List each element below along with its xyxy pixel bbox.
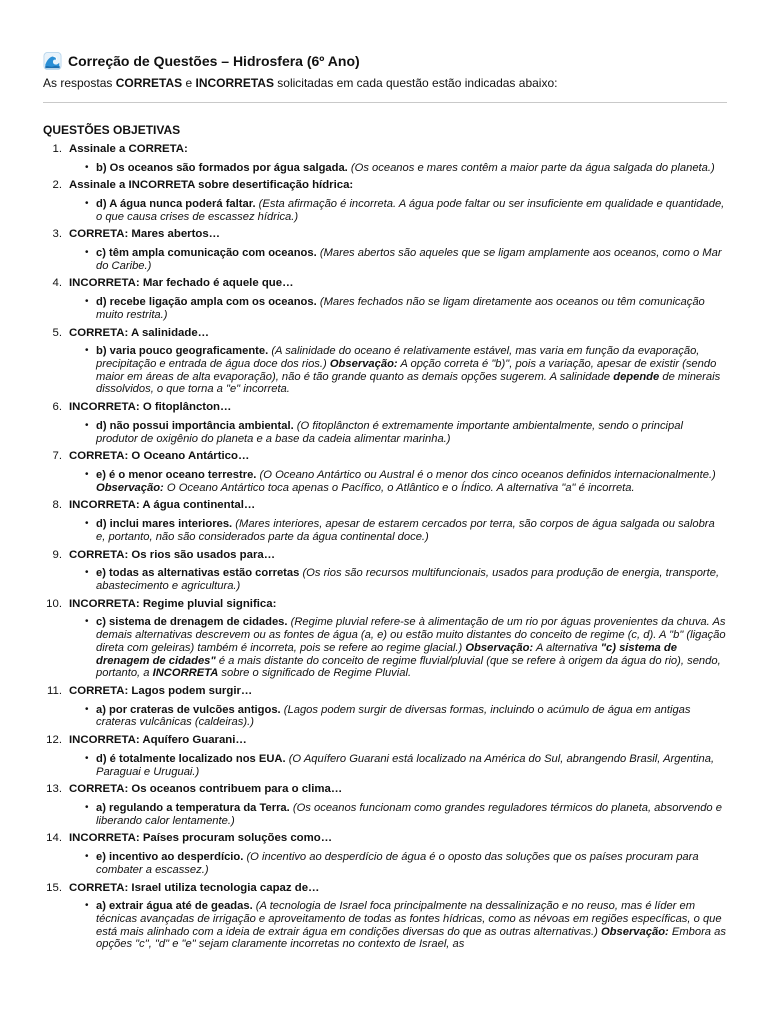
question-item	[43, 327, 727, 397]
bullet-icon: •	[85, 801, 89, 813]
question-header	[43, 179, 727, 193]
page-title: Correção de Questões – Hidrosfera (6º Ano)	[68, 53, 360, 69]
answer-text	[96, 900, 727, 951]
question-title: Assinale a INCORRETA sobre desertificação hídrica:	[69, 179, 354, 192]
question-number: 15.	[46, 881, 62, 894]
question-title: INCORRETA: Regime pluvial significa:	[69, 597, 277, 610]
answer-item	[76, 518, 727, 544]
explanation-part: (Os oceanos funcionam como grandes reguladores térmicos do planeta, absorvendo e liberando calor lentamente.)	[96, 801, 722, 827]
explanation-emphasis: Observação:	[96, 481, 164, 494]
answer-text	[96, 198, 727, 224]
answer-text	[96, 162, 727, 175]
question-title: INCORRETA: O fitoplâncton…	[69, 401, 232, 414]
question-item	[43, 783, 727, 827]
bullet-icon: •	[85, 703, 89, 715]
answer-item	[76, 851, 727, 877]
question-number: 2.	[52, 179, 62, 192]
question-number: 7.	[52, 450, 62, 463]
bullet-icon: •	[85, 517, 89, 529]
explanation-part: (Regime pluvial refere-se à alimentação de um rio por águas provenientes da chuva. As demais alternativas descrevem ou as fontes de água (a, e) ou estão muito distantes do conceito de regime (c, d). A "b" (ligação direta com geleiras) também é incorreta, pois se refere ao regime glacial.)	[96, 616, 726, 654]
answer-choice: d) A água nunca poderá faltar.	[96, 197, 256, 210]
question-header	[43, 783, 727, 797]
question-number: 4.	[52, 277, 62, 290]
question-item	[43, 685, 727, 729]
title-row	[43, 52, 727, 70]
intro-part: solicitadas em cada questão estão indicadas abaixo:	[273, 76, 558, 90]
explanation-emphasis: INCORRETA	[152, 667, 219, 680]
intro-text	[43, 76, 727, 90]
answer-choice: e) incentivo ao desperdício.	[96, 850, 244, 863]
question-item	[43, 228, 727, 272]
question-header	[43, 327, 727, 341]
explanation-part: (A salinidade do oceano é relativamente estável, mas varia em função da evaporação, precipitação e entrada de água doce dos rios.)	[96, 345, 700, 370]
question-item	[43, 598, 727, 680]
question-number: 12.	[46, 734, 62, 747]
question-title: Assinale a CORRETA:	[69, 143, 188, 155]
question-number: 14.	[46, 832, 62, 845]
explanation-part: (Os rios são recursos multifuncionais, usados para produção de energia, transporte, abastecimento e agricultura.)	[96, 567, 720, 592]
answer-item	[76, 753, 727, 779]
answer-text	[96, 420, 727, 446]
question-number: 5.	[52, 326, 62, 339]
answer-choice: d) inclui mares interiores.	[96, 517, 233, 530]
question-title: CORRETA: Os rios são usados para…	[69, 548, 276, 561]
answer-item	[76, 247, 727, 273]
answer-choice: e) todas as alternativas estão corretas	[96, 567, 300, 580]
explanation-part: (Mares abertos são aqueles que se ligam amplamente aos oceanos, como o Mar do Caribe.)	[96, 246, 722, 272]
question-header	[43, 450, 727, 464]
explanation-part: A opção correta é "b)", pois a variação, apesar de existir (sendo maior em áreas de alta evaporação), não é tão grande quanto as demais opções sugerem. A salinidade	[96, 357, 717, 383]
explanation-part: (Lagos podem surgir de diversas formas, incluindo o acúmulo de água em antigas crateras vulcânicas (caldeiras).)	[96, 703, 691, 729]
answer-item	[76, 345, 727, 396]
question-item	[43, 832, 727, 876]
explanation-part: (Mares interiores, apesar de estarem cercados por terra, são corpos de água salgada ou salobra e, portanto, não são considerados parte da água continental doce.)	[96, 517, 715, 543]
explanation-part: (Esta afirmação é incorreta. A água pode faltar ou ser insuficiente em qualidade e quantidade, o que causa crises de escassez hídrica.)	[96, 197, 725, 223]
answer-text	[96, 753, 727, 779]
answer-item	[76, 802, 727, 828]
question-number: 8.	[52, 499, 62, 512]
question-item	[43, 549, 727, 593]
answer-text	[96, 567, 727, 593]
explanation-part: A alternativa	[533, 641, 601, 654]
bullet-icon: •	[85, 752, 89, 764]
answer-text	[96, 802, 727, 828]
answer-item	[76, 469, 727, 495]
bullet-icon: •	[85, 468, 89, 480]
explanation-part: (O fitoplâncton é extremamente importante ambientalmente, sendo o principal produtor de oxigênio do planeta e a base da cadeia alimentar marinha.)	[96, 419, 683, 445]
bullet-icon: •	[85, 246, 89, 258]
answer-text	[96, 469, 727, 495]
answer-text	[96, 704, 727, 730]
question-item	[43, 499, 727, 543]
bullet-icon: •	[85, 900, 89, 911]
explanation-part: é a mais distante do conceito de regime fluvial/pluvial (que se refere à origem da água do rio), sendo, portanto, a	[96, 654, 721, 680]
answer-item	[76, 704, 727, 730]
intro-part: As respostas	[43, 76, 116, 90]
answer-choice: d) é totalmente localizado nos EUA.	[96, 752, 286, 765]
explanation-emphasis: Observação:	[329, 357, 398, 370]
explanation-part: (O Aquífero Guarani está localizado na América do Sul, abrangendo Brasil, Argentina, Paraguai e Uruguai.)	[96, 752, 715, 778]
answer-item	[76, 567, 727, 593]
answer-choice: c) sistema de drenagem de cidades.	[96, 616, 288, 629]
bullet-icon: •	[85, 197, 89, 209]
question-header	[43, 685, 727, 699]
answer-item	[76, 198, 727, 224]
question-item	[43, 179, 727, 223]
bullet-icon: •	[85, 345, 89, 357]
question-list	[43, 143, 727, 951]
bullet-icon: •	[85, 295, 89, 307]
explanation-part: sobre o significado de Regime Pluvial.	[218, 667, 412, 680]
answer-item	[76, 420, 727, 446]
explanation-part: de minerais dissolvidos, o que torna a "e" incorreta.	[96, 370, 721, 396]
question-title: CORRETA: Mares abertos…	[69, 228, 221, 241]
explanation-emphasis: Observação:	[465, 641, 534, 654]
question-number: 1.	[52, 143, 62, 155]
bullet-icon: •	[85, 419, 89, 431]
question-title: CORRETA: Os oceanos contribuem para o clima…	[69, 783, 343, 796]
question-title: INCORRETA: A água continental…	[69, 499, 256, 512]
intro-part: e	[182, 76, 196, 90]
explanation-part: Embora as opções "c", "d" e "e" sejam claramente incorretas no contexto de Israel, as	[96, 925, 726, 951]
question-title: INCORRETA: Mar fechado é aquele que…	[69, 277, 294, 290]
answer-text	[96, 616, 727, 680]
question-number: 9.	[52, 548, 62, 561]
bullet-icon: •	[85, 567, 89, 579]
question-title: CORRETA: Israel utiliza tecnologia capaz de…	[69, 881, 320, 894]
explanation-part: (O incentivo ao desperdício de água é o oposto das soluções que os países procuram para combater a escassez.)	[96, 850, 699, 876]
question-item	[43, 734, 727, 778]
question-item	[43, 882, 727, 952]
answer-item	[76, 900, 727, 951]
question-title: INCORRETA: Países procuram soluções como…	[69, 832, 333, 845]
wave-icon	[43, 52, 62, 70]
intro-bold-incorrect: INCORRETAS	[195, 76, 274, 90]
question-number: 6.	[52, 401, 62, 414]
question-number: 10.	[46, 597, 62, 610]
question-header	[43, 143, 727, 157]
answer-text	[96, 247, 727, 273]
answer-choice: e) é o menor oceano terrestre.	[96, 468, 257, 481]
question-header	[43, 734, 727, 748]
question-header	[43, 549, 727, 563]
explanation-emphasis: depende	[613, 370, 660, 383]
bullet-icon: •	[85, 850, 89, 862]
divider	[43, 102, 727, 103]
question-title: CORRETA: O Oceano Antártico…	[69, 450, 250, 463]
question-number: 11.	[47, 685, 62, 698]
question-header	[43, 882, 727, 896]
question-item	[43, 450, 727, 494]
answer-text	[96, 518, 727, 544]
question-header	[43, 228, 727, 242]
question-header	[43, 401, 727, 415]
answer-choice: d) recebe ligação ampla com os oceanos.	[96, 295, 317, 308]
question-header	[43, 277, 727, 291]
question-title: INCORRETA: Aquífero Guarani…	[69, 734, 247, 747]
question-header	[43, 832, 727, 846]
question-item	[43, 401, 727, 445]
intro-bold-correct: CORRETAS	[115, 76, 183, 90]
answer-explanation	[348, 162, 715, 174]
question-title: CORRETA: Lagos podem surgir…	[69, 685, 253, 698]
answer-choice: c) têm ampla comunicação com oceanos.	[96, 246, 317, 259]
explanation-part: (O Oceano Antártico ou Austral é o menor dos cinco oceanos definidos internacionalmente.)	[256, 468, 716, 481]
question-header	[43, 598, 727, 612]
answer-text	[96, 345, 727, 396]
bullet-icon: •	[85, 616, 89, 628]
answer-text	[96, 296, 727, 322]
explanation-part: O Oceano Antártico toca apenas o Pacífico, o Atlântico e o Índico. A alternativa "a" é incorreta.	[163, 481, 635, 494]
question-number: 3.	[52, 228, 62, 241]
explanation-part: (A tecnologia de Israel foca principalmente na dessalinização e no reuso, mas é líder em técnicas avançadas de irrigação e aproveitamento de todas as fontes hídricas, como as névoas em regiões específicas, o que está mais alinhado com a ideia de extrair água em condições diversas do que as outras alternativas.)	[96, 900, 722, 938]
answer-text	[96, 851, 727, 877]
question-number: 13.	[46, 783, 62, 796]
answer-item	[76, 616, 727, 680]
answer-item	[76, 296, 727, 322]
answer-choice: a) extrair água até de geadas.	[96, 900, 253, 912]
explanation-emphasis: "c) sistema de drenagem de cidades"	[96, 641, 677, 667]
question-item	[43, 277, 727, 321]
explanation-emphasis: Observação:	[600, 925, 669, 938]
answer-choice: a) por crateras de vulcões antigos.	[96, 703, 281, 716]
question-header	[43, 499, 727, 513]
explanation-part: (Mares fechados não se ligam diretamente aos oceanos ou têm comunicação muito restrita.)	[96, 295, 705, 321]
section-title: QUESTÕES OBJETIVAS	[43, 123, 181, 137]
question-title: CORRETA: A salinidade…	[69, 326, 210, 339]
explanation-part: (Os oceanos e mares contêm a maior parte da água salgada do planeta.)	[347, 161, 715, 174]
answer-choice: b) varia pouco geograficamente.	[96, 345, 269, 358]
answer-choice: b) Os oceanos são formados por água salgada.	[96, 161, 348, 174]
question-item	[43, 143, 727, 174]
bullet-icon: •	[85, 161, 89, 173]
answer-choice: d) não possui importância ambiental.	[96, 419, 294, 432]
answer-choice: a) regulando a temperatura da Terra.	[96, 801, 290, 814]
answer-item	[76, 162, 727, 175]
